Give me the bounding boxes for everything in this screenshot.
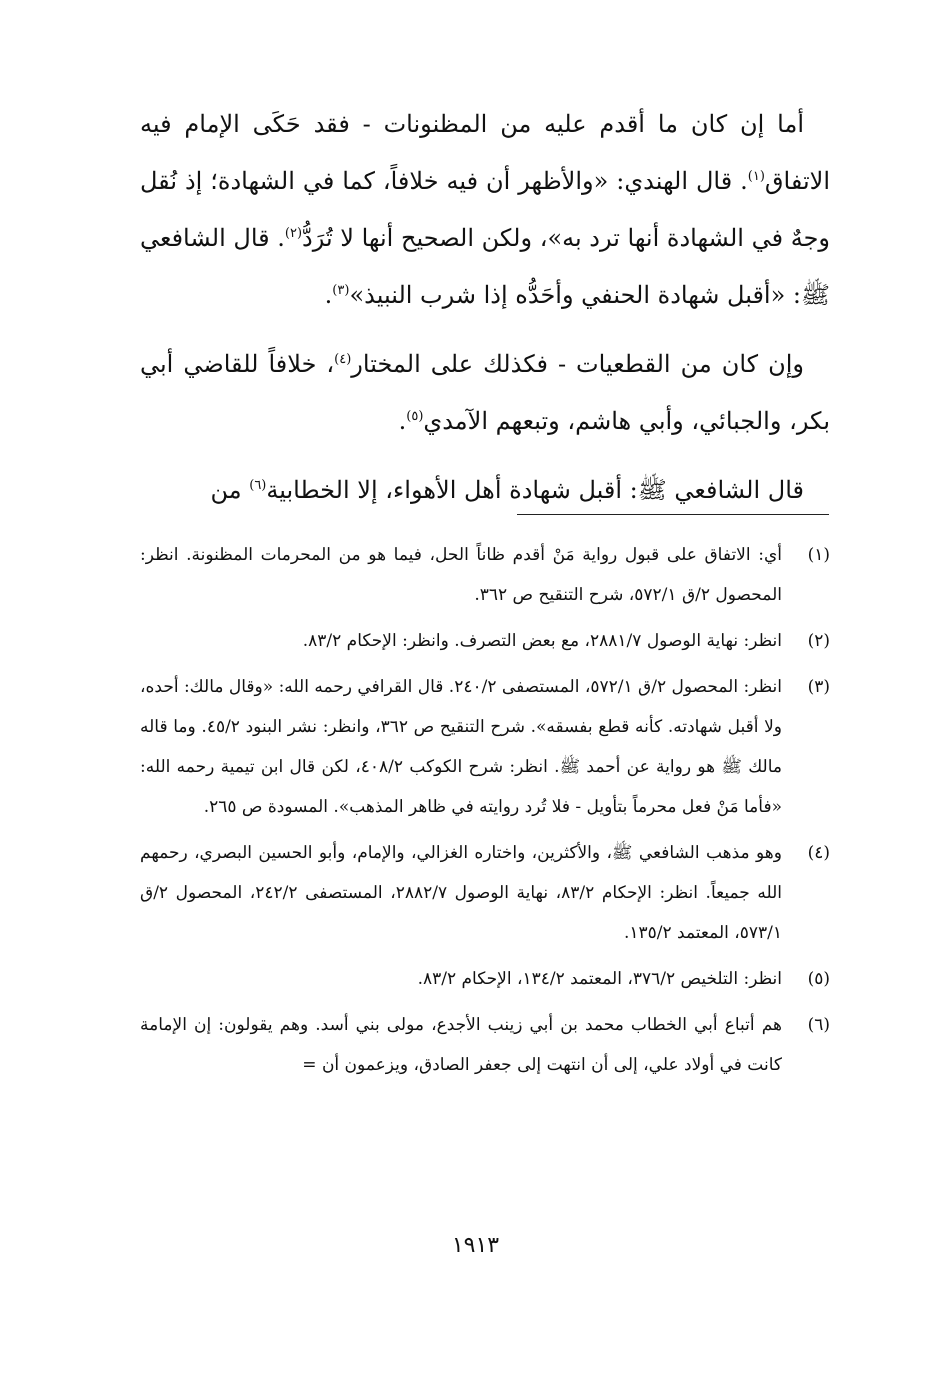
footnote-number: (٢) bbox=[807, 631, 830, 651]
footnote bbox=[140, 621, 830, 661]
paragraph-text: أما إن كان ما أقدم عليه من المظنونات - فقد حَكَى الإمام فيه الاتفاق bbox=[140, 110, 831, 195]
footnote-number: (٤) bbox=[807, 843, 830, 863]
page-number: ١٩١٣ bbox=[451, 1233, 500, 1258]
paragraph-text: . bbox=[324, 281, 333, 309]
paragraph bbox=[140, 96, 830, 324]
footnote-text: وهو مذهب الشافعي ﷺ، والأكثرين، واختاره الغزالي، والإمام، وأبو الحسين البصري، رحمهم الله جميعاً. انظر: الإحكام ٨٣/٢، نهاية الوصول ٢٨٨٢/٧، المستصفى ٢٤٢/٢، المحصول ٢/ق ٥٧٣/١، المعتمد ١٣٥/٢. bbox=[140, 843, 783, 943]
footnote-text: انظر: نهاية الوصول ٢٨٨١/٧، مع بعض التصرف. وانظر: الإحكام ٨٣/٢. bbox=[302, 631, 782, 651]
footnote-ref: (٦) bbox=[249, 478, 267, 493]
footnote-text: انظر: التلخيص ٣٧٦/٢، المعتمد ١٣٤/٢، الإحكام ٨٣/٢. bbox=[417, 969, 782, 989]
paragraph-text: . قال الشافعي ﷺ: «أقبل شهادة الحنفي وأحَدُّه إذا شرب النبيذ» bbox=[140, 224, 830, 309]
footnote bbox=[140, 667, 830, 827]
footnote-ref: (١) bbox=[747, 169, 765, 184]
footnote bbox=[140, 959, 830, 999]
main-text bbox=[140, 96, 830, 531]
paragraph bbox=[140, 462, 830, 519]
paragraph-text: من bbox=[210, 476, 250, 504]
footnote-divider bbox=[517, 514, 829, 515]
paragraph-text: ، خلافاً للقاضي أبي بكر، والجبائي، وأبي هاشم، وتبعهم الآمدي bbox=[140, 350, 830, 435]
footnote-ref: (٥) bbox=[406, 409, 424, 424]
paragraph-text: وإن كان من القطعيات - فكذلك على المختار bbox=[351, 350, 804, 378]
footnote-number: (٣) bbox=[807, 677, 830, 697]
footnote-ref: (٤) bbox=[334, 352, 352, 367]
paragraph-text: . bbox=[398, 407, 407, 435]
footnote-number: (٦) bbox=[807, 1015, 830, 1035]
paragraph bbox=[140, 336, 830, 450]
footnote-text: انظر: المحصول ٢/ق ٥٧٢/١، المستصفى ٢٤٠/٢. قال القرافي رحمه الله: «وقال مالك: أحده، ولا أقبل شهادته. كأنه قطع بفسقه». شرح التنقيح ص ٣٦٢، وانظر: نشر البنود ٤٥/٢. وما قاله مالك ﷺ هو رواية عن أحمد ﷺ. انظر: شرح الكوكب ٤٠٨/٢، لكن قال ابن تيمية رحمه الله: «فأما مَنْ فعل محرماً بتأويل - فلا تُرد روايته في ظاهر المذهب». المسودة ص ٢٦٥. bbox=[140, 677, 782, 817]
footnote-number: (٥) bbox=[807, 969, 830, 989]
footnote-ref: (٣) bbox=[332, 283, 350, 298]
paragraph-text: . قال الهندي: «والأظهر أن فيه خلافاً، كما في الشهادة؛ إذ نُقل وجهٌ في الشهادة أنها ترد به»، ولكن الصحيح أنها لا تُرَدُّ bbox=[140, 167, 830, 252]
footnote bbox=[140, 833, 830, 953]
footnote-ref: (٢) bbox=[284, 226, 303, 241]
footnote bbox=[140, 535, 830, 615]
footnote-text: أي: الاتفاق على قبول رواية مَنْ أقدم ظاناً الحل، فيما هو من المحرمات المظنونة. انظر: المحصول ٢/ق ٥٧٢/١، شرح التنقيح ص ٣٦٢. bbox=[140, 545, 782, 605]
footnote bbox=[140, 1005, 830, 1085]
paragraph-text: قال الشافعي ﷺ: أقبل شهادة أهل الأهواء، إلا الخطابية bbox=[266, 476, 804, 504]
footnote-number: (١) bbox=[807, 545, 830, 565]
footnote-text: هم أتباع أبي الخطاب محمد بن أبي زينب الأجدع، مولى بني أسد. وهم يقولون: إن الإمامة كانت في أولاد علي، إلى أن انتهت إلى جعفر الصادق، ويزعمون أن = bbox=[140, 1015, 782, 1075]
footnotes bbox=[140, 535, 830, 1091]
